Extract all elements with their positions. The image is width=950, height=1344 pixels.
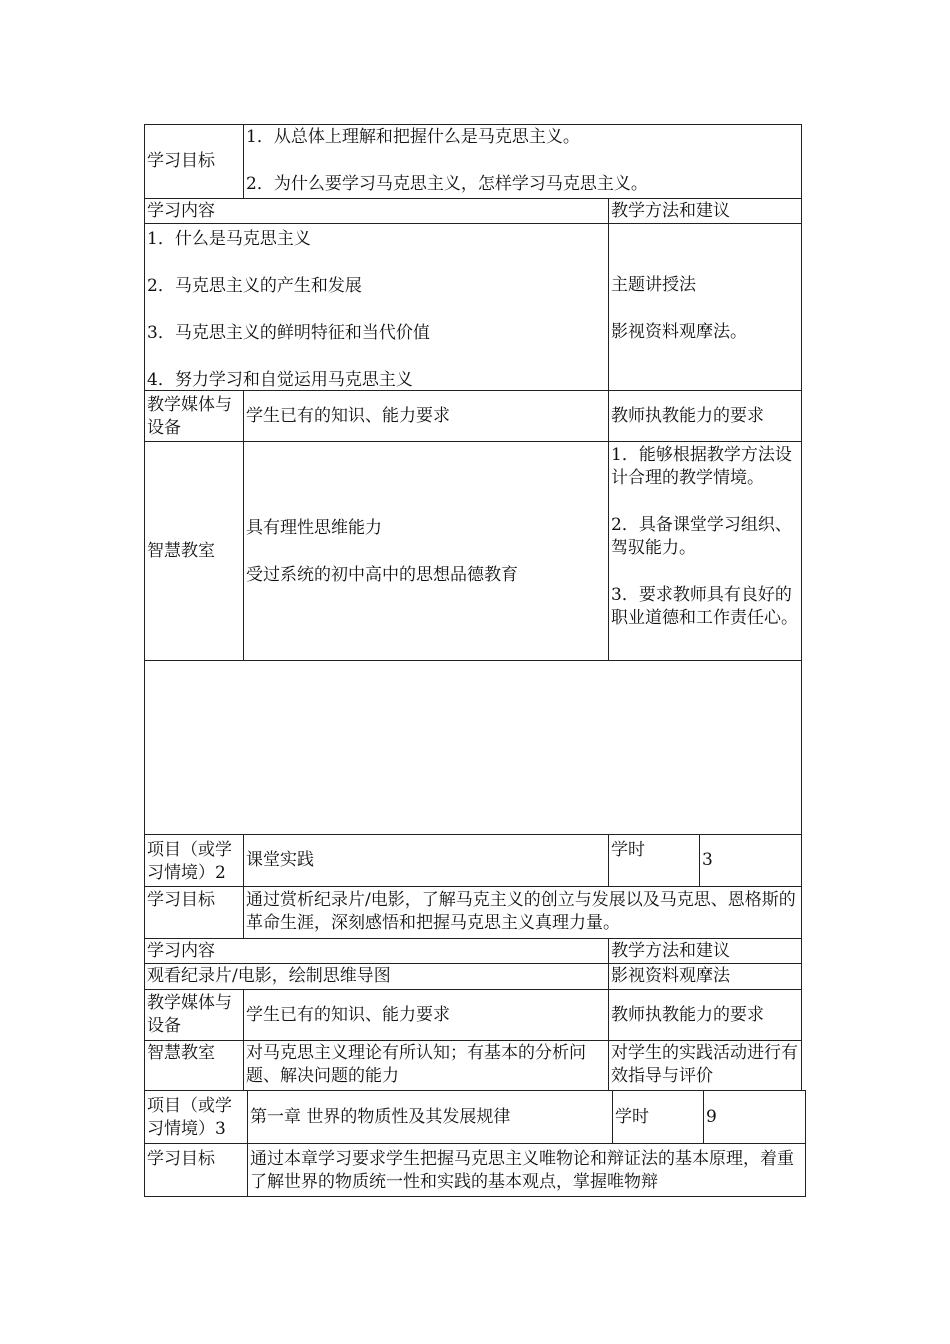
content-list xyxy=(145,227,608,390)
list-item: 2．具备课堂学习组织、驾驭能力。 xyxy=(611,515,792,558)
list-item: 1．什么是马克思主义 xyxy=(147,229,311,249)
project-name: 第一章 世界的物质性及其发展规律 xyxy=(250,1106,511,1127)
hours-label: 学时 xyxy=(611,840,645,860)
teacher-req-header: 教师执教能力的要求 xyxy=(611,405,764,426)
blank-row xyxy=(145,661,801,834)
content-header: 学习内容 xyxy=(147,941,215,961)
list-item: 3．马克思主义的鲜明特征和当代价值 xyxy=(147,323,430,343)
list-item: 具有理性思维能力 xyxy=(246,518,382,538)
student-req-list xyxy=(244,516,608,656)
teacher-req-list xyxy=(609,443,801,660)
project-label: 项目（或学习情境）3 xyxy=(147,1096,232,1139)
list-item: 1．能够根据教学方法设计合理的教学情境。 xyxy=(611,445,792,488)
list-item: 2．马克思主义的产生和发展 xyxy=(147,276,362,296)
goal-item: 2．为什么要学习马克思主义，怎样学习马克思主义。 xyxy=(246,174,648,194)
content-text: 观看纪录片/电影，绘制思维导图 xyxy=(147,966,391,986)
goal-text xyxy=(244,125,801,198)
student-req-text: 对马克思主义理论有所认知；有基本的分析问题、解决问题的能力 xyxy=(246,1043,586,1086)
media-value: 智慧教室 xyxy=(147,1043,215,1063)
project-name: 课堂实践 xyxy=(246,850,314,870)
teacher-req-text: 对学生的实践活动进行有效指导与评价 xyxy=(611,1043,798,1086)
content-header: 学习内容 xyxy=(147,201,215,221)
goal-text: 通过本章学习要求学生把握马克思主义唯物论和辩证法的基本原理，着重了解世界的物质统一性和实践的基本观点，掌握唯物辩 xyxy=(250,1149,794,1192)
project-label: 项目（或学习情境）2 xyxy=(147,840,232,883)
media-value: 智慧教室 xyxy=(147,540,215,561)
hours-value: 9 xyxy=(706,1106,717,1127)
hours-label: 学时 xyxy=(615,1106,649,1127)
media-label: 教学媒体与设备 xyxy=(147,395,232,438)
method-header: 教学方法和建议 xyxy=(611,941,730,961)
list-item: 影视资料观摩法。 xyxy=(611,322,747,342)
goal-text: 通过赏析纪录片/电影，了解马克主义的创立与发展以及马克思、恩格斯的革命生涯，深刻感悟和把握马克思主义真理力量。 xyxy=(246,890,796,933)
goal-label: 学习目标 xyxy=(147,151,215,171)
goal-label: 学习目标 xyxy=(147,890,215,910)
goal-label: 学习目标 xyxy=(147,1149,215,1169)
goal-item: 1．从总体上理解和把握什么是马克思主义。 xyxy=(246,127,580,147)
student-req-header: 学生已有的知识、能力要求 xyxy=(246,405,450,426)
list-item: 主题讲授法 xyxy=(611,275,696,295)
method-list xyxy=(609,273,801,390)
list-item: 受过系统的初中高中的思想品德教育 xyxy=(246,565,518,585)
method-text: 影视资料观摩法 xyxy=(611,966,730,986)
media-label: 教学媒体与设备 xyxy=(147,993,232,1036)
method-header: 教学方法和建议 xyxy=(611,201,730,221)
hours-value: 3 xyxy=(702,850,713,870)
student-req-header: 学生已有的知识、能力要求 xyxy=(246,1004,450,1025)
teacher-req-header: 教师执教能力的要求 xyxy=(611,1004,764,1025)
list-item: 4．努力学习和自觉运用马克思主义 xyxy=(147,370,413,390)
list-item: 3．要求教师具有良好的职业道德和工作责任心。 xyxy=(611,585,798,628)
